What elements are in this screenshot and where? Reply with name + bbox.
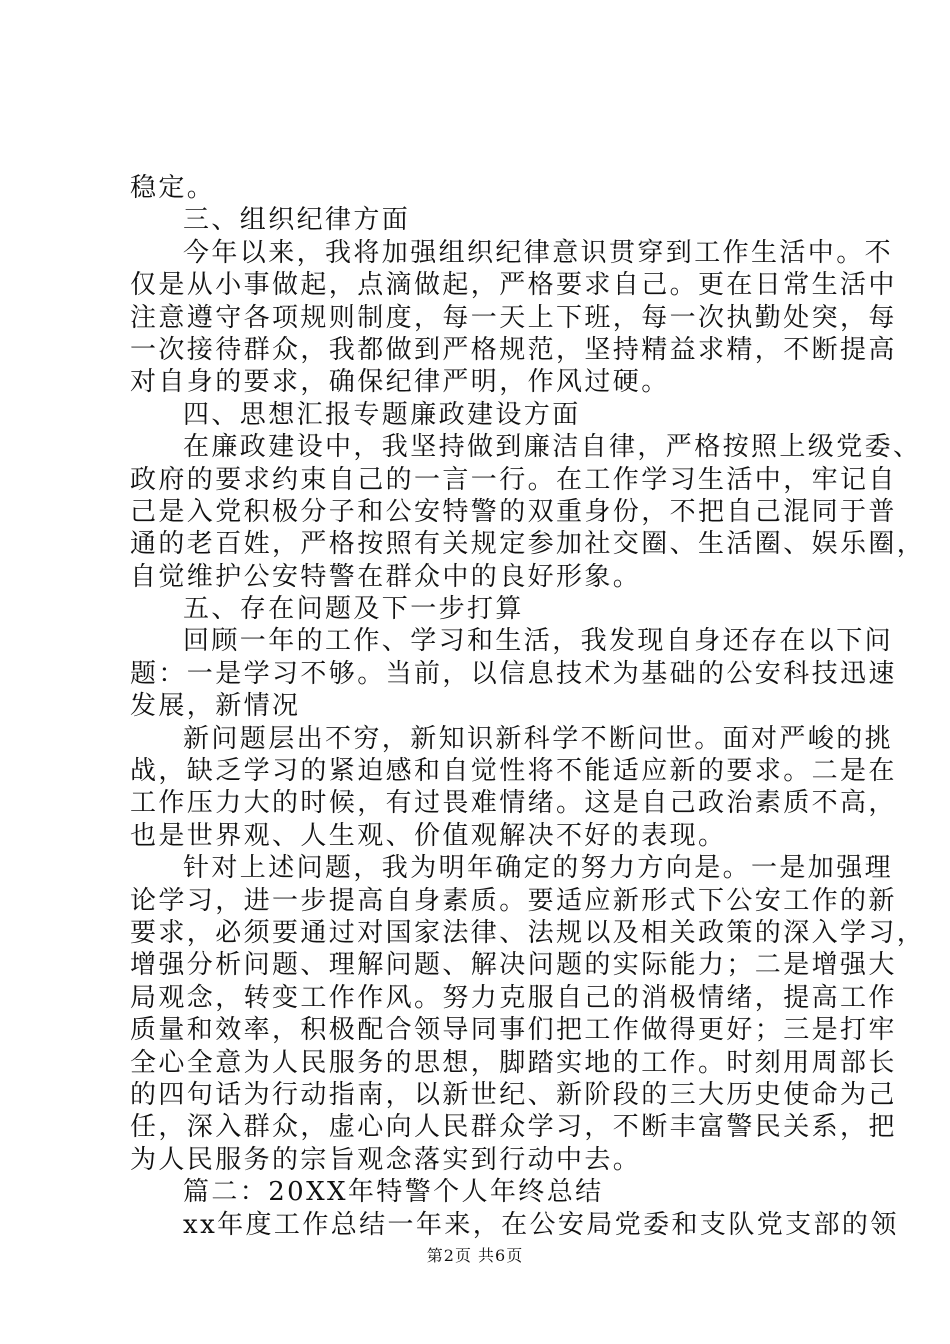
text-line: 通的老百姓，严格按照有关规定参加社交圈、生活圈、娱乐圈，: [130, 529, 926, 560]
text-line: 篇二：20XX年特警个人年终总结: [183, 1177, 604, 1208]
text-line: 论学习，进一步提高自身素质。要适应新形式下公安工作的新: [130, 885, 897, 916]
text-line: 稳定。: [130, 173, 216, 203]
document-body: [130, 172, 926, 1241]
text-line: 对自身的要求，确保纪律严明，作风过硬。: [130, 367, 670, 398]
text-line: 新问题层出不穷，新知识新科学不断问世。面对严峻的挑: [183, 723, 894, 754]
text-line: 三、组织纪律方面: [183, 205, 411, 236]
text-line: 为人民服务的宗旨观念落实到行动中去。: [130, 1144, 642, 1175]
text-line: 仅是从小事做起，点滴做起，严格要求自己。更在日常生活中: [130, 270, 897, 301]
text-line: 局观念，转变工作作风。努力克服自己的消极情绪，提高工作: [130, 982, 897, 1013]
text-line: 今年以来，我将加强组织纪律意识贯穿到工作生活中。不: [183, 237, 894, 268]
text-line: 任，深入群众，虚心向人民群众学习，不断丰富警民关系，把: [130, 1112, 897, 1143]
text-line: 要求，必须要通过对国家法律、法规以及相关政策的深入学习，: [130, 917, 926, 948]
text-line: 针对上述问题，我为明年确定的努力方向是。一是加强理: [183, 853, 894, 884]
text-line: 四、思想汇报专题廉政建设方面: [183, 399, 581, 430]
text-line: xx年度工作总结一年来，在公安局党委和支队党支部的领: [183, 1209, 899, 1240]
text-line: 注意遵守各项规则制度，每一天上下班，每一次执勤处突，每: [130, 302, 897, 333]
text-line: 己是入党积极分子和公安特警的双重身份，不把自己混同于普: [130, 496, 897, 527]
text-line: 五、存在问题及下一步打算: [183, 594, 524, 625]
text-line: 的四句话为行动指南，以新世纪、新阶段的三大历史使命为己: [130, 1079, 897, 1110]
text-line: 题：一是学习不够。当前，以信息技术为基础的公安科技迅速: [130, 658, 897, 689]
text-line: 在廉政建设中，我坚持做到廉洁自律，严格按照上级党委、: [183, 432, 922, 463]
text-line: 全心全意为人民服务的思想，脚踏实地的工作。时刻用周部长: [130, 1047, 897, 1078]
text-line: 一次接待群众，我都做到严格规范，坚持精益求精，不断提高: [130, 334, 897, 365]
text-line: 也是世界观、人生观、价值观解决不好的表现。: [130, 820, 727, 851]
page-footer: 第2页 共6页: [426, 1246, 524, 1265]
text-line: 发展，新情况: [130, 691, 301, 722]
text-line: 工作压力大的时候，有过畏难情绪。这是自己政治素质不高，: [130, 788, 897, 819]
text-line: 自觉维护公安特警在群众中的良好形象。: [130, 561, 642, 592]
text-line: 质量和效率，积极配合领导同事们把工作做得更好；三是打牢: [130, 1015, 897, 1046]
text-line: 增强分析问题、理解问题、解决问题的实际能力；二是增强大: [130, 950, 897, 981]
text-line: 战，缺乏学习的紧迫感和自觉性将不能适应新的要求。二是在: [130, 756, 897, 787]
text-line: 政府的要求约束自己的一言一行。在工作学习生活中，牢记自: [130, 464, 897, 495]
text-line: 回顾一年的工作、学习和生活，我发现自身还存在以下问: [183, 626, 894, 657]
